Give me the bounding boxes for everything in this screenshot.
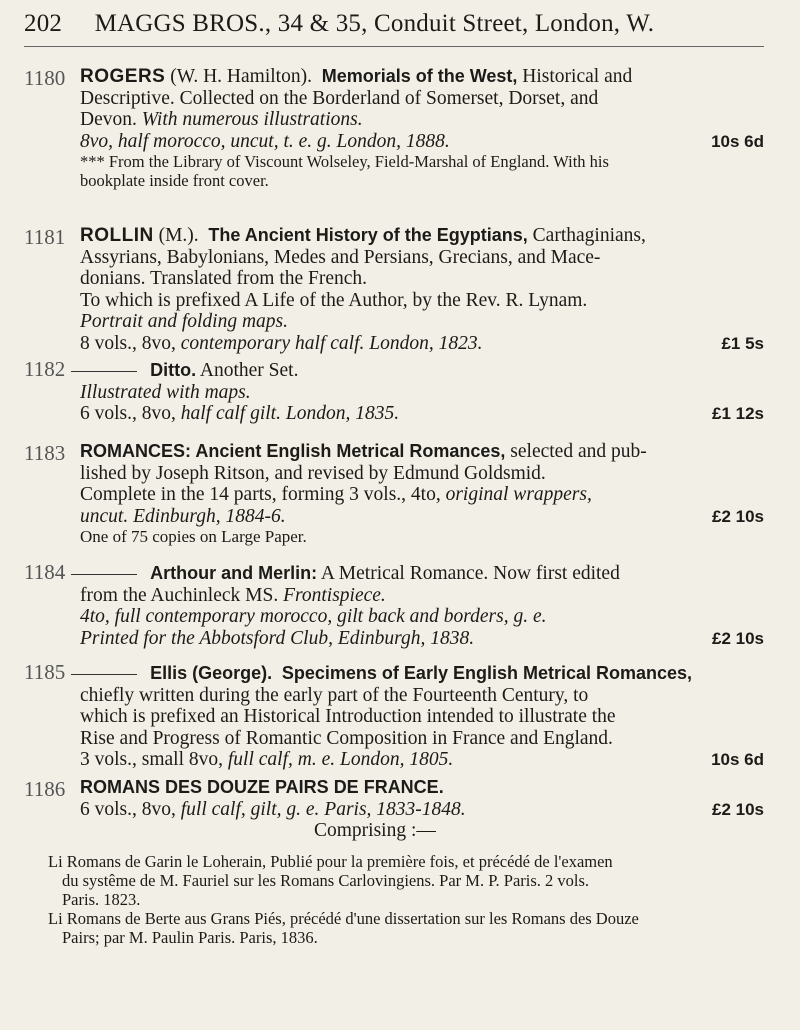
entry-title-rest: Historical and — [522, 66, 633, 87]
entry-description: chiefly written during the early part of the Fourteenth Century, to — [80, 684, 589, 706]
entry-format: 6 vols., 8vo, — [80, 798, 176, 820]
catalogue-entry — [24, 662, 764, 771]
entry-note: Paris. 1823. — [62, 889, 141, 909]
entry-number: 1184 — [24, 560, 66, 584]
entry-binding: 8vo, half morocco, uncut, t. e. g. London, 1888. — [80, 130, 450, 152]
entry-imprint: Printed for the Abbotsford Club, Edinburgh, 1838. — [80, 627, 475, 649]
entry-title: Ditto. — [150, 360, 197, 380]
entry-note: Li Romans de Garin le Loherain, Publié pour la première fois, et précédé de l'examen — [48, 851, 613, 871]
entry-title-rest: selected and pub- — [510, 441, 647, 462]
entry-number: 1180 — [24, 66, 66, 90]
entry-note: Li Romans de Berte aus Grans Piés, précédé d'une dissertation sur les Romans des Douze — [48, 908, 639, 928]
entry-description: lished by Joseph Ritson, and revised by Edmund Goldsmid. — [80, 462, 546, 484]
entry-price: £2 10s — [712, 799, 764, 819]
ditto-dash — [71, 371, 137, 372]
entry-format: 3 vols., small 8vo, — [80, 749, 224, 770]
catalogue-entry — [24, 225, 764, 354]
entry-binding: full calf, m. e. London, 1805. — [227, 749, 454, 770]
entry-description: from the Auchinleck MS. — [80, 584, 279, 606]
entry-description: which is prefixed an Historical Introduction intended to illustrate the — [80, 706, 616, 727]
entry-author-detail: (M.). — [158, 225, 199, 246]
entry-price: £1 12s — [712, 404, 764, 423]
entry-note: du systême de M. Fauriel sur les Romans Carlovingiens. Par M. P. Paris. 2 vols. — [62, 870, 590, 890]
entry-price: 10s 6d — [711, 750, 764, 769]
entry-author: Ellis (George). — [150, 663, 273, 683]
entry-description: Assyrians, Babylonians, Medes and Persians, Grecians, and Mace- — [80, 246, 601, 268]
entry-title: The Ancient History of the Egyptians, — [208, 225, 528, 245]
entry-format: 8 vols., 8vo, — [80, 332, 176, 354]
entry-note: Pairs; par M. Paulin Paris. Paris, 1836. — [62, 927, 318, 947]
entry-illustrations: Frontispiece. — [283, 584, 386, 606]
entry-binding: original wrappers, — [445, 484, 592, 505]
entry-author: ROGERS — [80, 66, 166, 87]
running-title: MAGGS BROS., 34 & 35, Conduit Street, London, W. — [94, 10, 655, 37]
entry-format: Complete in the 14 parts, forming 3 vols., 4to, — [80, 484, 441, 505]
page-number: 202 — [24, 10, 63, 37]
entry-binding: contemporary half calf. London, 1823. — [180, 332, 483, 354]
entry-illustrations: With numerous illustrations. — [141, 109, 363, 130]
entry-note: *** From the Library of Viscount Wolseley, Field-Marshal of England. With his — [80, 152, 609, 171]
entry-price: £2 10s — [712, 506, 764, 526]
entry-title-rest: Carthaginians, — [532, 225, 646, 246]
catalogue-entry — [24, 359, 764, 425]
entry-illustrations: Illustrated with maps. — [80, 381, 251, 403]
entry-illustrations: Portrait and folding maps. — [80, 311, 289, 332]
catalogue-entry — [24, 441, 764, 546]
entry-binding: half calf gilt. London, 1835. — [180, 403, 400, 424]
entry-number: 1181 — [24, 225, 66, 249]
entry-description: Devon. — [80, 109, 137, 130]
entry-title: ROMANS DES DOUZE PAIRS DE FRANCE. — [80, 777, 444, 797]
ditto-dash — [71, 674, 137, 675]
ditto-dash — [71, 574, 137, 575]
entry-description: donians. Translated from the French. — [80, 268, 368, 289]
catalogue-entry — [24, 66, 764, 190]
entry-comprising: Comprising :— — [314, 820, 436, 841]
header-rule — [24, 46, 764, 47]
entry-imprint: uncut. Edinburgh, 1884-6. — [80, 505, 286, 527]
entry-description: Descriptive. Collected on the Borderland of Somerset, Dorset, and — [80, 87, 599, 109]
entry-price: 10s 6d — [711, 131, 764, 151]
entry-title: Memorials of the West, — [321, 66, 518, 86]
page-header — [24, 10, 654, 38]
entry-title: ROMANCES: Ancient English Metrical Romances, — [80, 441, 506, 461]
entry-description: To which is prefixed A Life of the Author, by the Rev. R. Lynam. — [80, 289, 588, 311]
entry-binding: 4to, full contemporary morocco, gilt back and borders, g. e. — [80, 606, 547, 627]
entry-number: 1183 — [24, 441, 66, 465]
entry-author: ROLLIN — [80, 225, 154, 246]
catalogue-entry — [24, 562, 764, 649]
entry-number: 1185 — [24, 660, 66, 684]
entry-description: Rise and Progress of Romantic Composition in France and England. — [80, 727, 613, 749]
entry-note: bookplate inside front cover. — [80, 171, 269, 190]
entry-price: £1 5s — [721, 333, 764, 353]
entry-title-rest: A Metrical Romance. Now first edited — [320, 563, 620, 584]
entry-author-detail: (W. H. Hamilton). — [170, 66, 312, 87]
entry-binding: full calf, gilt, g. e. Paris, 1833-1848. — [180, 798, 466, 820]
entry-title-rest: Another Set. — [199, 360, 299, 381]
entry-title: Specimens of Early English Metrical Romances, — [281, 663, 693, 683]
entry-number: 1186 — [24, 777, 66, 801]
entry-number: 1182 — [24, 357, 66, 381]
entry-format: 6 vols., 8vo, — [80, 403, 176, 424]
entry-price: £2 10s — [712, 628, 764, 648]
entry-title: Arthour and Merlin: — [150, 563, 318, 583]
entry-note: One of 75 copies on Large Paper. — [80, 527, 307, 546]
catalogue-entry — [24, 777, 764, 947]
